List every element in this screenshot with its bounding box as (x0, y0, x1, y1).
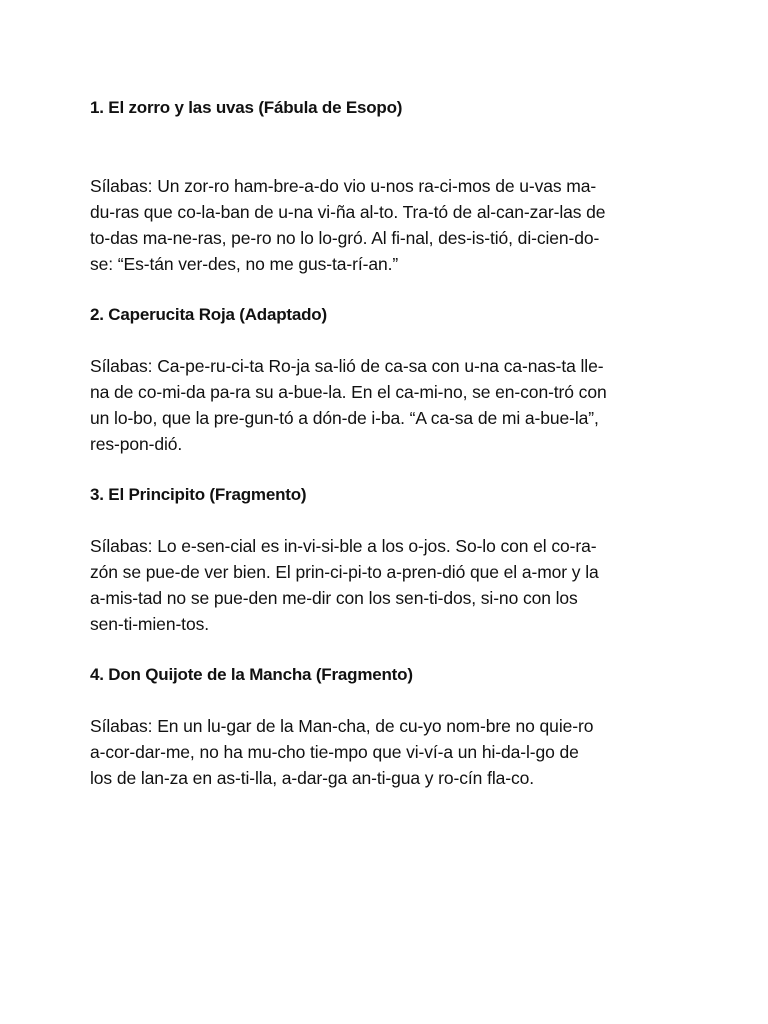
section-4-heading: 4. Don Quijote de la Mancha (Fragmento) (90, 665, 413, 684)
section-1-heading: 1. El zorro y las uvas (Fábula de Esopo) (90, 98, 403, 117)
section-2-body: Sílabas: Ca-pe-ru-ci-ta Ro-ja sa-lió de ca-sa con u-na ca-nas-ta lle- na de co-mi-da pa-ra su a-bue-la. En el ca-mi-no, se en-con-tró con un lo-bo, que la pre-gun-tó a dón-de i-ba. “A ca-sa de mi a-bue-la”, res-pon-dió. (90, 356, 607, 454)
section-1-body: Sílabas: Un zor-ro ham-bre-a-do vio u-nos ra-ci-mos de u-vas ma- du-ras que co-la-ban de u-na vi-ña al-to. Tra-tó de al-can-zar-las de to-das ma-ne-ras, pe-ro no lo lo-gró. Al fi-nal, des-is-tió, di-cien-do- se: “Es-tán ver-des, no me gus-ta-rí-an.” (90, 176, 606, 274)
section-3-body: Sílabas: Lo e-sen-cial es in-vi-si-ble a los o-jos. So-lo con el co-ra- zón se pue-de ver bien. El prin-ci-pi-to a-pren-dió que el a-mor y la a-mis-tad no se pue-den me-dir con los sen-ti-dos, si-no con los sen-ti-mien-tos. (90, 536, 599, 634)
document-page (90, 95, 680, 791)
section-2-heading: 2. Caperucita Roja (Adaptado) (90, 305, 327, 324)
section-4-body: Sílabas: En un lu-gar de la Man-cha, de cu-yo nom-bre no quie-ro a-cor-dar-me, no ha mu-cho tie-mpo que vi-ví-a un hi-da-l-go de los de lan-za en as-ti-lla, a-dar-ga an-ti-gua y ro-cín fla-co. (90, 716, 594, 788)
section-3-heading: 3. El Principito (Fragmento) (90, 485, 307, 504)
